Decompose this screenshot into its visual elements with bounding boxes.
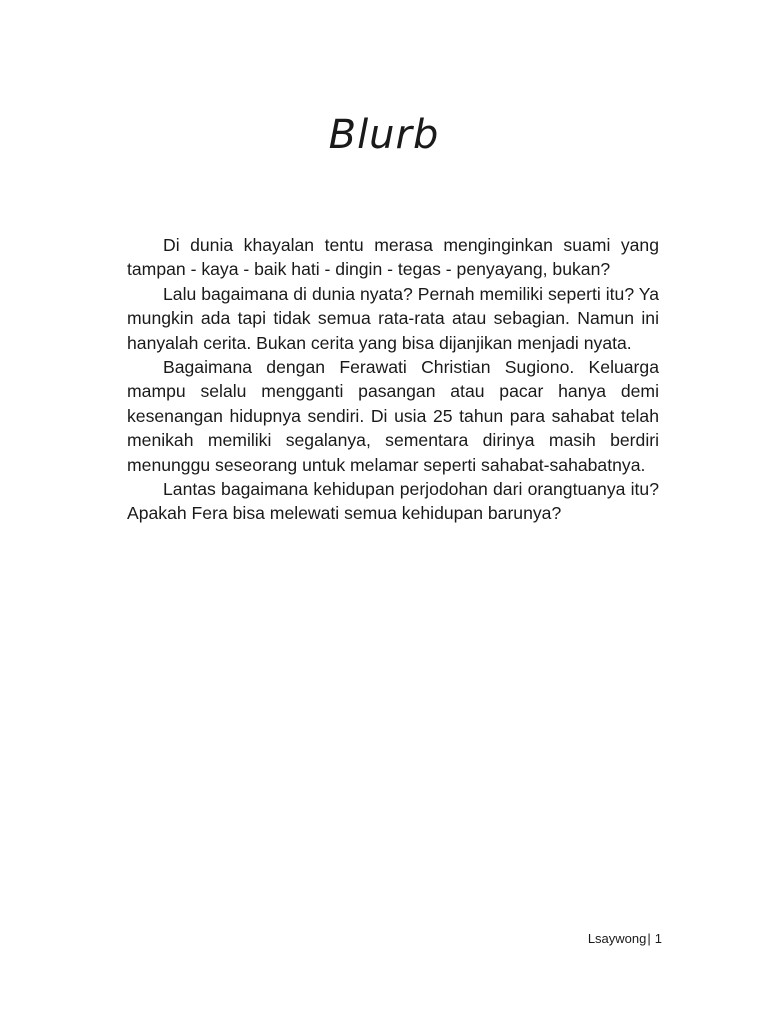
paragraph-1: Di dunia khayalan tentu merasa menginginkan suami yang tampan - kaya - baik hati - dingin - tegas - penyayang, bukan? <box>127 235 659 280</box>
blurb-body <box>127 233 659 526</box>
page-footer <box>540 931 662 946</box>
page-title: Blurb <box>328 112 440 158</box>
footer-page-number: 1 <box>654 931 662 946</box>
footer-separator: | <box>647 931 651 946</box>
footer-author: Lsaywong <box>587 931 647 946</box>
paragraph-4: Lantas bagaimana kehidupan perjodohan dari orangtuanya itu? Apakah Fera bisa melewati semua kehidupan barunya? <box>127 479 659 524</box>
paragraph-3: Bagaimana dengan Ferawati Christian Sugiono. Keluarga mampu selalu mengganti pasangan atau pacar hanya demi kesenangan hidupnya sendiri. Di usia 25 tahun para sahabat telah menikah memiliki segalanya, sementara dirinya masih berdiri menunggu seseorang untuk melamar seperti sahabat-sahabatnya. <box>127 357 659 475</box>
paragraph-2: Lalu bagaimana di dunia nyata? Pernah memiliki seperti itu? Ya mungkin ada tapi tidak semua rata-rata atau sebagian. Namun ini hanyalah cerita. Bukan cerita yang bisa dijanjikan menjadi nyata. <box>127 283 659 353</box>
